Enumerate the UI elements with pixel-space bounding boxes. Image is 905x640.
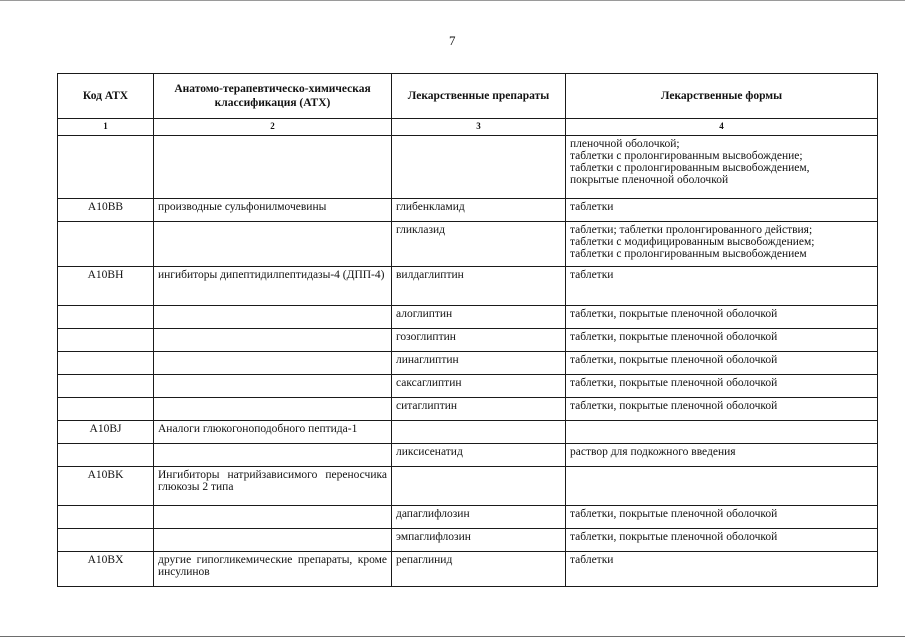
dosage-forms: таблетки, покрытые пленочной оболочкой bbox=[566, 352, 878, 375]
atx-classification bbox=[154, 306, 392, 329]
atx-classification bbox=[154, 329, 392, 352]
dosage-form-line: пленочной оболочкой; bbox=[570, 138, 680, 150]
atx-classification bbox=[154, 529, 392, 552]
atx-classification bbox=[154, 506, 392, 529]
drug-name bbox=[392, 136, 566, 199]
atx-code: A10BB bbox=[58, 199, 154, 222]
dosage-forms: таблетки bbox=[566, 199, 878, 222]
table-row bbox=[58, 552, 878, 587]
drug-name: алоглиптин bbox=[392, 306, 566, 329]
atx-code bbox=[58, 398, 154, 421]
dosage-form-line: покрытые пленочной оболочкой bbox=[570, 174, 729, 186]
atx-classification: Ингибиторы натрийзависимого переносчика глюкозы 2 типа bbox=[154, 467, 392, 506]
drug-name: репаглинид bbox=[392, 552, 566, 587]
dosage-form-line: таблетки с пролонгированным высвобождением, bbox=[570, 162, 810, 174]
atx-classification bbox=[154, 352, 392, 375]
dosage-forms bbox=[566, 222, 878, 267]
atx-code bbox=[58, 444, 154, 467]
dosage-forms: таблетки, покрытые пленочной оболочкой bbox=[566, 375, 878, 398]
dosage-forms: таблетки, покрытые пленочной оболочкой bbox=[566, 529, 878, 552]
atx-classification: Аналоги глюкогоноподобного пептида-1 bbox=[154, 421, 392, 444]
dosage-forms: таблетки, покрытые пленочной оболочкой bbox=[566, 306, 878, 329]
header-code: Код АТХ bbox=[58, 74, 154, 119]
atx-classification: другие гипогликемические препараты, кроме инсулинов bbox=[154, 552, 392, 587]
column-number: 1 bbox=[58, 119, 154, 136]
atx-code: A10BK bbox=[58, 467, 154, 506]
header-drugs: Лекарственные препараты bbox=[392, 74, 566, 119]
column-number-row bbox=[58, 119, 878, 136]
atx-classification bbox=[154, 444, 392, 467]
atx-code bbox=[58, 352, 154, 375]
header-forms: Лекарственные формы bbox=[566, 74, 878, 119]
drug-name: гликлазид bbox=[392, 222, 566, 267]
atx-drug-table bbox=[57, 73, 878, 587]
atx-code bbox=[58, 506, 154, 529]
dosage-form-line: таблетки с пролонгированным высвобождение; bbox=[570, 150, 803, 162]
dosage-forms: таблетки, покрытые пленочной оболочкой bbox=[566, 329, 878, 352]
dosage-forms bbox=[566, 467, 878, 506]
drug-name: гозоглиптин bbox=[392, 329, 566, 352]
page-number: 7 bbox=[449, 33, 456, 48]
drug-name bbox=[392, 421, 566, 444]
table-row bbox=[58, 506, 878, 529]
table-row bbox=[58, 467, 878, 506]
column-number: 3 bbox=[392, 119, 566, 136]
atx-code bbox=[58, 375, 154, 398]
drug-name: глибенкламид bbox=[392, 199, 566, 222]
drug-name: линаглиптин bbox=[392, 352, 566, 375]
atx-code bbox=[58, 529, 154, 552]
header-classification: Анатомо-терапевтическо-химическая классификация (АТХ) bbox=[154, 74, 392, 119]
table-row bbox=[58, 222, 878, 267]
atx-code bbox=[58, 306, 154, 329]
drug-name: дапаглифлозин bbox=[392, 506, 566, 529]
drug-name: саксаглиптин bbox=[392, 375, 566, 398]
atx-classification bbox=[154, 375, 392, 398]
atx-code bbox=[58, 136, 154, 199]
dosage-form-line: таблетки с модифицированным высвобождением; bbox=[570, 236, 815, 248]
top-scan-edge bbox=[0, 0, 905, 1]
drug-name: ситаглиптин bbox=[392, 398, 566, 421]
header-row bbox=[58, 74, 878, 119]
dosage-forms: таблетки, покрытые пленочной оболочкой bbox=[566, 398, 878, 421]
drug-name: вилдаглиптин bbox=[392, 267, 566, 306]
atx-classification: ингибиторы дипептидилпептидазы-4 (ДПП-4) bbox=[154, 267, 392, 306]
dosage-forms bbox=[566, 421, 878, 444]
table-row bbox=[58, 444, 878, 467]
dosage-forms: таблетки bbox=[566, 267, 878, 306]
dosage-form-line: таблетки; таблетки пролонгированного действия; bbox=[570, 224, 813, 236]
atx-code bbox=[58, 222, 154, 267]
dosage-forms: раствор для подкожного введения bbox=[566, 444, 878, 467]
table-row bbox=[58, 306, 878, 329]
column-number: 4 bbox=[566, 119, 878, 136]
table-row bbox=[58, 375, 878, 398]
dosage-forms: таблетки bbox=[566, 552, 878, 587]
drug-name: эмпаглифлозин bbox=[392, 529, 566, 552]
atx-code: A10BJ bbox=[58, 421, 154, 444]
bottom-scan-edge bbox=[0, 636, 905, 637]
column-number: 2 bbox=[154, 119, 392, 136]
dosage-form-line: таблетки с пролонгированным высвобождением bbox=[570, 248, 807, 260]
drug-name bbox=[392, 467, 566, 506]
drug-name: ликсисенатид bbox=[392, 444, 566, 467]
table-row bbox=[58, 398, 878, 421]
dosage-forms bbox=[566, 136, 878, 199]
table-row bbox=[58, 267, 878, 306]
atx-classification bbox=[154, 398, 392, 421]
dosage-forms: таблетки, покрытые пленочной оболочкой bbox=[566, 506, 878, 529]
atx-code bbox=[58, 329, 154, 352]
table-row bbox=[58, 199, 878, 222]
table-row bbox=[58, 329, 878, 352]
atx-classification bbox=[154, 222, 392, 267]
table-row bbox=[58, 136, 878, 199]
atx-classification: производные сульфонилмочевины bbox=[154, 199, 392, 222]
atx-classification bbox=[154, 136, 392, 199]
table-row bbox=[58, 529, 878, 552]
table-row bbox=[58, 421, 878, 444]
atx-code: A10BH bbox=[58, 267, 154, 306]
atx-code: A10BX bbox=[58, 552, 154, 587]
table-row bbox=[58, 352, 878, 375]
